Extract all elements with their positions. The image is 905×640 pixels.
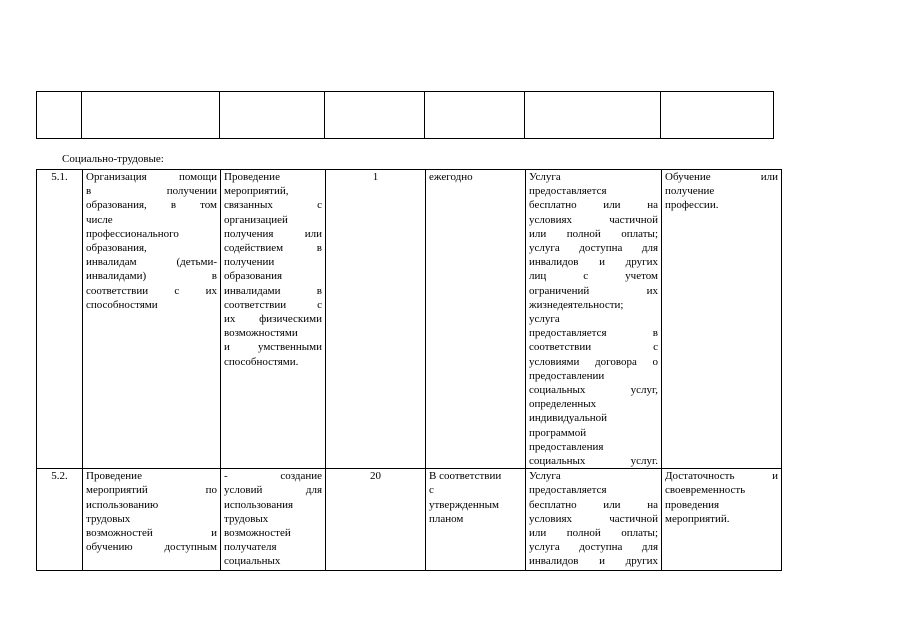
text-line: и умственными: [224, 341, 322, 354]
text-line: соответствии с их: [86, 284, 217, 297]
text-line: Обучение или: [665, 171, 778, 183]
text-line: с: [429, 484, 434, 497]
cell-term: [426, 469, 526, 571]
empty-cell: [525, 92, 661, 139]
text-line: возможностями: [224, 327, 298, 340]
text-line: жизнедеятельности;: [529, 298, 624, 311]
text-line: 5.2.: [51, 470, 68, 483]
text-line: бесплатно или на: [529, 199, 658, 212]
cell-number: [37, 469, 83, 571]
text-line: социальных: [224, 555, 281, 568]
cell-service-name: [83, 170, 221, 469]
text-line: ежегодно: [429, 171, 473, 183]
text-line: получения или: [224, 227, 322, 240]
text-line: ограничений их: [529, 284, 658, 297]
cell-conditions: [526, 170, 662, 469]
text-line: образования, в том: [86, 199, 217, 212]
text-line: числе: [86, 213, 113, 226]
text-line: трудовых: [86, 512, 131, 525]
cell-result: [662, 469, 782, 571]
empty-cell: [82, 92, 220, 139]
cell-volume: [326, 170, 426, 469]
text-line: проведения: [665, 498, 720, 511]
text-line: возможностей: [224, 527, 291, 540]
cell-volume: [326, 469, 426, 571]
text-line: мероприятий,: [224, 185, 289, 198]
cell-number: [37, 170, 83, 469]
text-line: предоставляется: [529, 185, 607, 198]
text-line: - создание: [224, 470, 322, 483]
text-line: их физическими: [224, 313, 322, 326]
text-line: Проведение: [224, 171, 280, 183]
empty-cell: [661, 92, 774, 139]
text-line: Организация помощи: [86, 171, 217, 183]
text-line: предоставляется в: [529, 327, 658, 340]
text-line: связанных с: [224, 199, 322, 212]
text-line: условиях частичной: [529, 512, 658, 525]
text-line: в получении: [86, 185, 217, 198]
text-line: услуга: [529, 313, 560, 326]
text-line: 1: [372, 171, 379, 183]
text-line: условий для: [224, 484, 322, 497]
text-line: программой: [529, 426, 587, 439]
text-line: инвалидам (детьми-: [86, 256, 217, 269]
text-line: получении: [224, 256, 275, 269]
text-line: социальных услуг,: [529, 384, 658, 397]
text-line: инвалидов и других: [529, 555, 658, 568]
text-line: условиях частичной: [529, 213, 658, 226]
cell-service-name: [83, 469, 221, 571]
text-line: использованию: [86, 498, 159, 511]
text-line: образования,: [86, 242, 147, 255]
text-line: трудовых: [224, 512, 269, 525]
text-line: Услуга: [529, 470, 561, 483]
empty-cell: [425, 92, 525, 139]
text-line: инвалидами) в: [86, 270, 217, 283]
text-line: услуга доступна для: [529, 541, 658, 554]
text-line: лиц с учетом: [529, 270, 658, 283]
text-line: 20: [370, 470, 381, 483]
cell-result: [662, 170, 782, 469]
text-line: получение: [665, 185, 715, 198]
text-line: получателя: [224, 541, 277, 554]
text-line: обучению доступным: [86, 541, 217, 554]
text-line: Услуга: [529, 171, 561, 183]
text-line: планом: [429, 512, 464, 525]
text-line: утвержденным: [429, 498, 500, 511]
table-row: [37, 469, 782, 571]
cell-service-description: [221, 170, 326, 469]
text-line: бесплатно или на: [529, 498, 658, 511]
text-line: образования: [224, 270, 283, 283]
empty-cell: [220, 92, 325, 139]
empty-cell: [325, 92, 425, 139]
text-line: или полной оплаты;: [529, 227, 658, 240]
text-line: предоставляется: [529, 484, 607, 497]
text-line: инвалидов и других: [529, 256, 658, 269]
text-line: мероприятий.: [665, 512, 730, 525]
text-line: содействием в: [224, 242, 322, 255]
cell-term: [426, 170, 526, 469]
text-line: профессионального: [86, 227, 179, 240]
text-line: Проведение: [86, 470, 142, 483]
text-line: предоставления: [529, 440, 604, 453]
text-line: условиями договора о: [529, 355, 658, 368]
text-line: или полной оплаты;: [529, 527, 658, 540]
text-line: определенных: [529, 398, 597, 411]
cell-conditions: [526, 469, 662, 571]
text-line: соответствии с: [529, 341, 658, 354]
services-table: [36, 169, 782, 571]
text-line: инвалидами в: [224, 284, 322, 297]
text-line: В соответствии: [429, 470, 502, 483]
text-line: социальных услуг.: [529, 455, 658, 468]
text-line: профессии.: [665, 199, 719, 212]
text-line: мероприятий по: [86, 484, 217, 497]
text-line: использования: [224, 498, 294, 511]
text-line: организацией: [224, 213, 288, 226]
text-line: услуга доступна для: [529, 242, 658, 255]
section-title: Социально-трудовые:: [62, 153, 164, 165]
text-line: индивидуальной: [529, 412, 608, 425]
text-line: способностями.: [224, 355, 299, 368]
text-line: возможностей и: [86, 527, 217, 540]
text-line: 5.1.: [51, 171, 68, 183]
text-line: своевременность: [665, 484, 746, 497]
header-table-empty: [36, 91, 774, 139]
text-line: Достаточность и: [665, 470, 778, 483]
text-line: способностями: [86, 298, 158, 311]
text-line: соответствии с: [224, 298, 322, 311]
services-table-body: [37, 170, 782, 571]
cell-service-description: [221, 469, 326, 571]
empty-table-row: [37, 92, 774, 139]
empty-cell: [37, 92, 82, 139]
text-line: предоставлении: [529, 369, 605, 382]
table-row: [37, 170, 782, 469]
